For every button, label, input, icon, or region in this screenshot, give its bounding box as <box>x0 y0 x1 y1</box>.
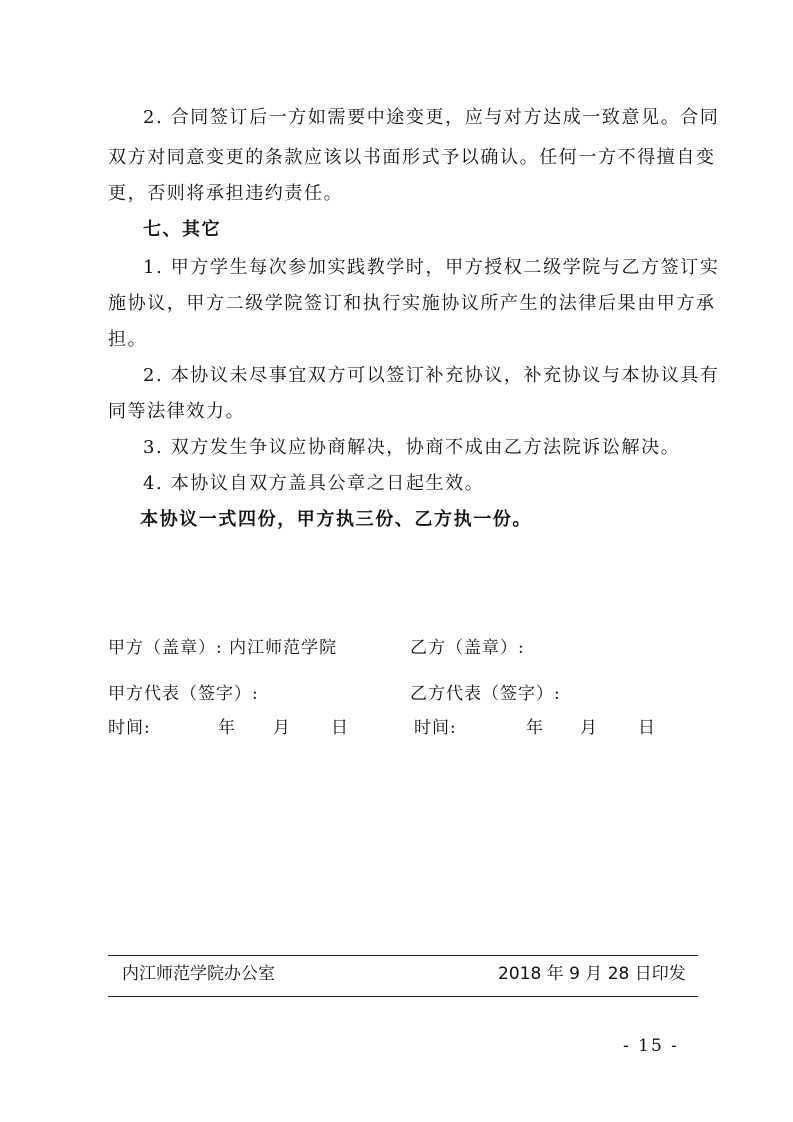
other-clause-2-line-2: 同等法律效力。 <box>108 401 246 422</box>
copies-statement: 本协议一式四份，甲方执三份、乙方执一份。 <box>140 509 532 530</box>
footer-top-rule <box>108 955 698 956</box>
party-a-representative-label: 甲方代表（签字）: <box>108 684 259 704</box>
party-a-seal-label: 甲方（盖章）: 内江师范学院 <box>108 638 338 658</box>
other-clause-1-line-1: 1. 甲方学生每次参加实践教学时，甲方授权二级学院与乙方签订实 <box>143 257 720 278</box>
party-b-seal-label: 乙方（盖章）: <box>410 638 525 658</box>
footer-issue-date: 2018 年 9 月 28 日印发 <box>498 964 686 984</box>
party-b-representative-label: 乙方代表（签字）: <box>410 684 561 704</box>
party-b-year: 年 <box>526 718 544 738</box>
party-a-day: 日 <box>331 718 349 738</box>
other-clause-3: 3. 双方发生争议应协商解决，协商不成由乙方法院诉讼解决。 <box>143 437 681 458</box>
section-heading-other: 七、其它 <box>143 219 221 240</box>
other-clause-2-line-1: 2. 本协议未尽事宜双方可以签订补充协议，补充协议与本协议具有 <box>143 365 720 386</box>
party-b-month: 月 <box>580 718 598 738</box>
clause-2-line-2: 双方对同意变更的条款应该以书面形式予以确认。任何一方不得擅自变 <box>108 147 716 168</box>
other-clause-1-line-3: 担。 <box>108 329 148 350</box>
clause-2-line-3: 更，否则将承担违约责任。 <box>108 183 344 204</box>
party-a-month: 月 <box>273 718 291 738</box>
page-number: - 15 - <box>623 1036 679 1056</box>
footer-issuer: 内江师范学院办公室 <box>122 964 275 984</box>
party-b-time-label: 时间: <box>414 718 457 738</box>
clause-2-line-1: 2. 合同签订后一方如需要中途变更，应与对方达成一致意见。合同 <box>143 107 720 128</box>
footer-bottom-rule <box>108 996 698 997</box>
party-b-day: 日 <box>638 718 656 738</box>
party-a-time-label: 时间: <box>108 718 151 738</box>
other-clause-1-line-2: 施协议，甲方二级学院签订和执行实施协议所产生的法律后果由甲方承 <box>108 293 716 314</box>
party-a-year: 年 <box>218 718 236 738</box>
other-clause-4: 4. 本协议自双方盖具公章之日起生效。 <box>143 473 485 494</box>
